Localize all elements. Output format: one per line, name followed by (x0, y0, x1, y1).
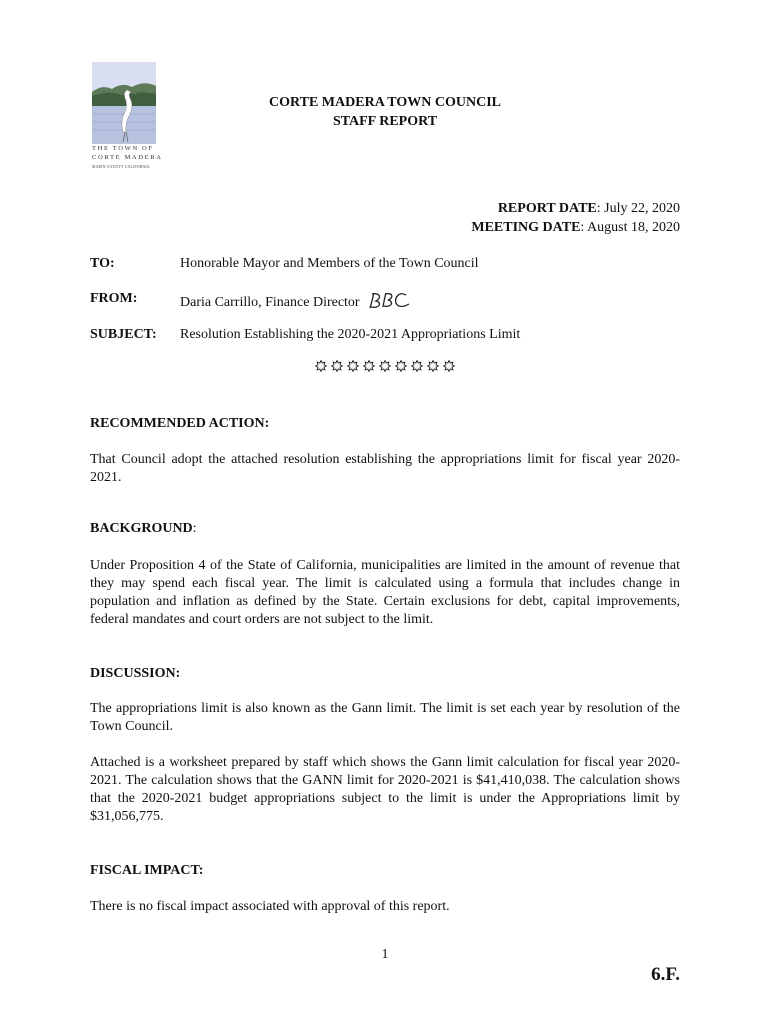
from-value-wrap (180, 290, 412, 312)
discussion-text-1: The appropriations limit is also known as the Gann limit. The limit is set each year by resolution of the Town Council. (90, 701, 680, 734)
subject-value: Resolution Establishing the 2020-2021 Appropriations Limit (180, 327, 521, 342)
report-header (90, 94, 680, 132)
meeting-date-line (471, 219, 680, 238)
report-date-label: REPORT DATE (497, 201, 597, 216)
discussion-text-2: Attached is a worksheet prepared by staff which shows the Gann limit calculation for fiscal year 2020-2021. The calculation shows that the GANN limit for 2020-2021 is $41,410,038. The calculation shows that the 2020-2021 budget appropriations subject to the limit is under the Appropriations limit by $31,056,775. (90, 755, 680, 824)
ornament-divider (90, 360, 680, 378)
star-ornament-icon (315, 360, 327, 372)
logo-text-line-2: CORTE MADERA (92, 154, 163, 161)
star-ornament-icon (411, 360, 423, 372)
agenda-item-code: 6.F. (651, 964, 680, 985)
report-dates (471, 200, 680, 238)
report-date-value: : July 22, 2020 (596, 201, 680, 216)
to-label: TO: (90, 256, 115, 271)
meeting-date-label: MEETING DATE (471, 220, 581, 235)
council-title: CORTE MADERA TOWN COUNCIL (269, 95, 501, 110)
logo-text-line-1: THE TOWN OF (92, 145, 154, 152)
background-heading: BACKGROUND (90, 521, 193, 536)
meeting-date-value: : August 18, 2020 (580, 220, 680, 235)
from-label: FROM: (90, 291, 138, 306)
background-heading-line (90, 520, 197, 538)
memo-from-row (90, 290, 680, 310)
star-ornament-icon (395, 360, 407, 372)
star-ornament-icon (363, 360, 375, 372)
report-date-line (471, 200, 680, 219)
star-ornament-icon (379, 360, 391, 372)
star-ornament-icon (427, 360, 439, 372)
page-number: 1 (381, 947, 389, 962)
from-value: Daria Carrillo, Finance Director (180, 295, 360, 310)
recommended-action-text: That Council adopt the attached resolution establishing the appropriations limit for fiscal year 2020-2021. (90, 452, 680, 485)
recommended-action-heading: RECOMMENDED ACTION: (90, 416, 270, 431)
report-type: STAFF REPORT (332, 114, 438, 129)
discussion-heading: DISCUSSION: (90, 666, 181, 681)
subject-label: SUBJECT: (90, 327, 157, 342)
logo-text-line-3: MARIN COUNTY CALIFORNIA (92, 165, 150, 169)
memo-to-row (90, 255, 680, 275)
handwritten-initials-signature (366, 290, 412, 312)
background-text: Under Proposition 4 of the State of California, municipalities are limited in the amount of revenue that they may spend each fiscal year. The limit is calculated using a formula that includes change in population and inflation as defined by the State. Certain exclusions for debt, capital improvements, federal mandates and court orders are not subject to the limit. (90, 558, 680, 627)
fiscal-impact-text: There is no fiscal impact associated with approval of this report. (90, 899, 450, 914)
fiscal-impact-heading: FISCAL IMPACT: (90, 863, 204, 878)
to-value: Honorable Mayor and Members of the Town Council (180, 256, 479, 271)
memo-subject-row (90, 326, 680, 346)
star-ornament-icon (331, 360, 343, 372)
star-ornament-icon (443, 360, 455, 372)
star-ornament-icon (347, 360, 359, 372)
background-heading-colon: : (192, 521, 197, 536)
